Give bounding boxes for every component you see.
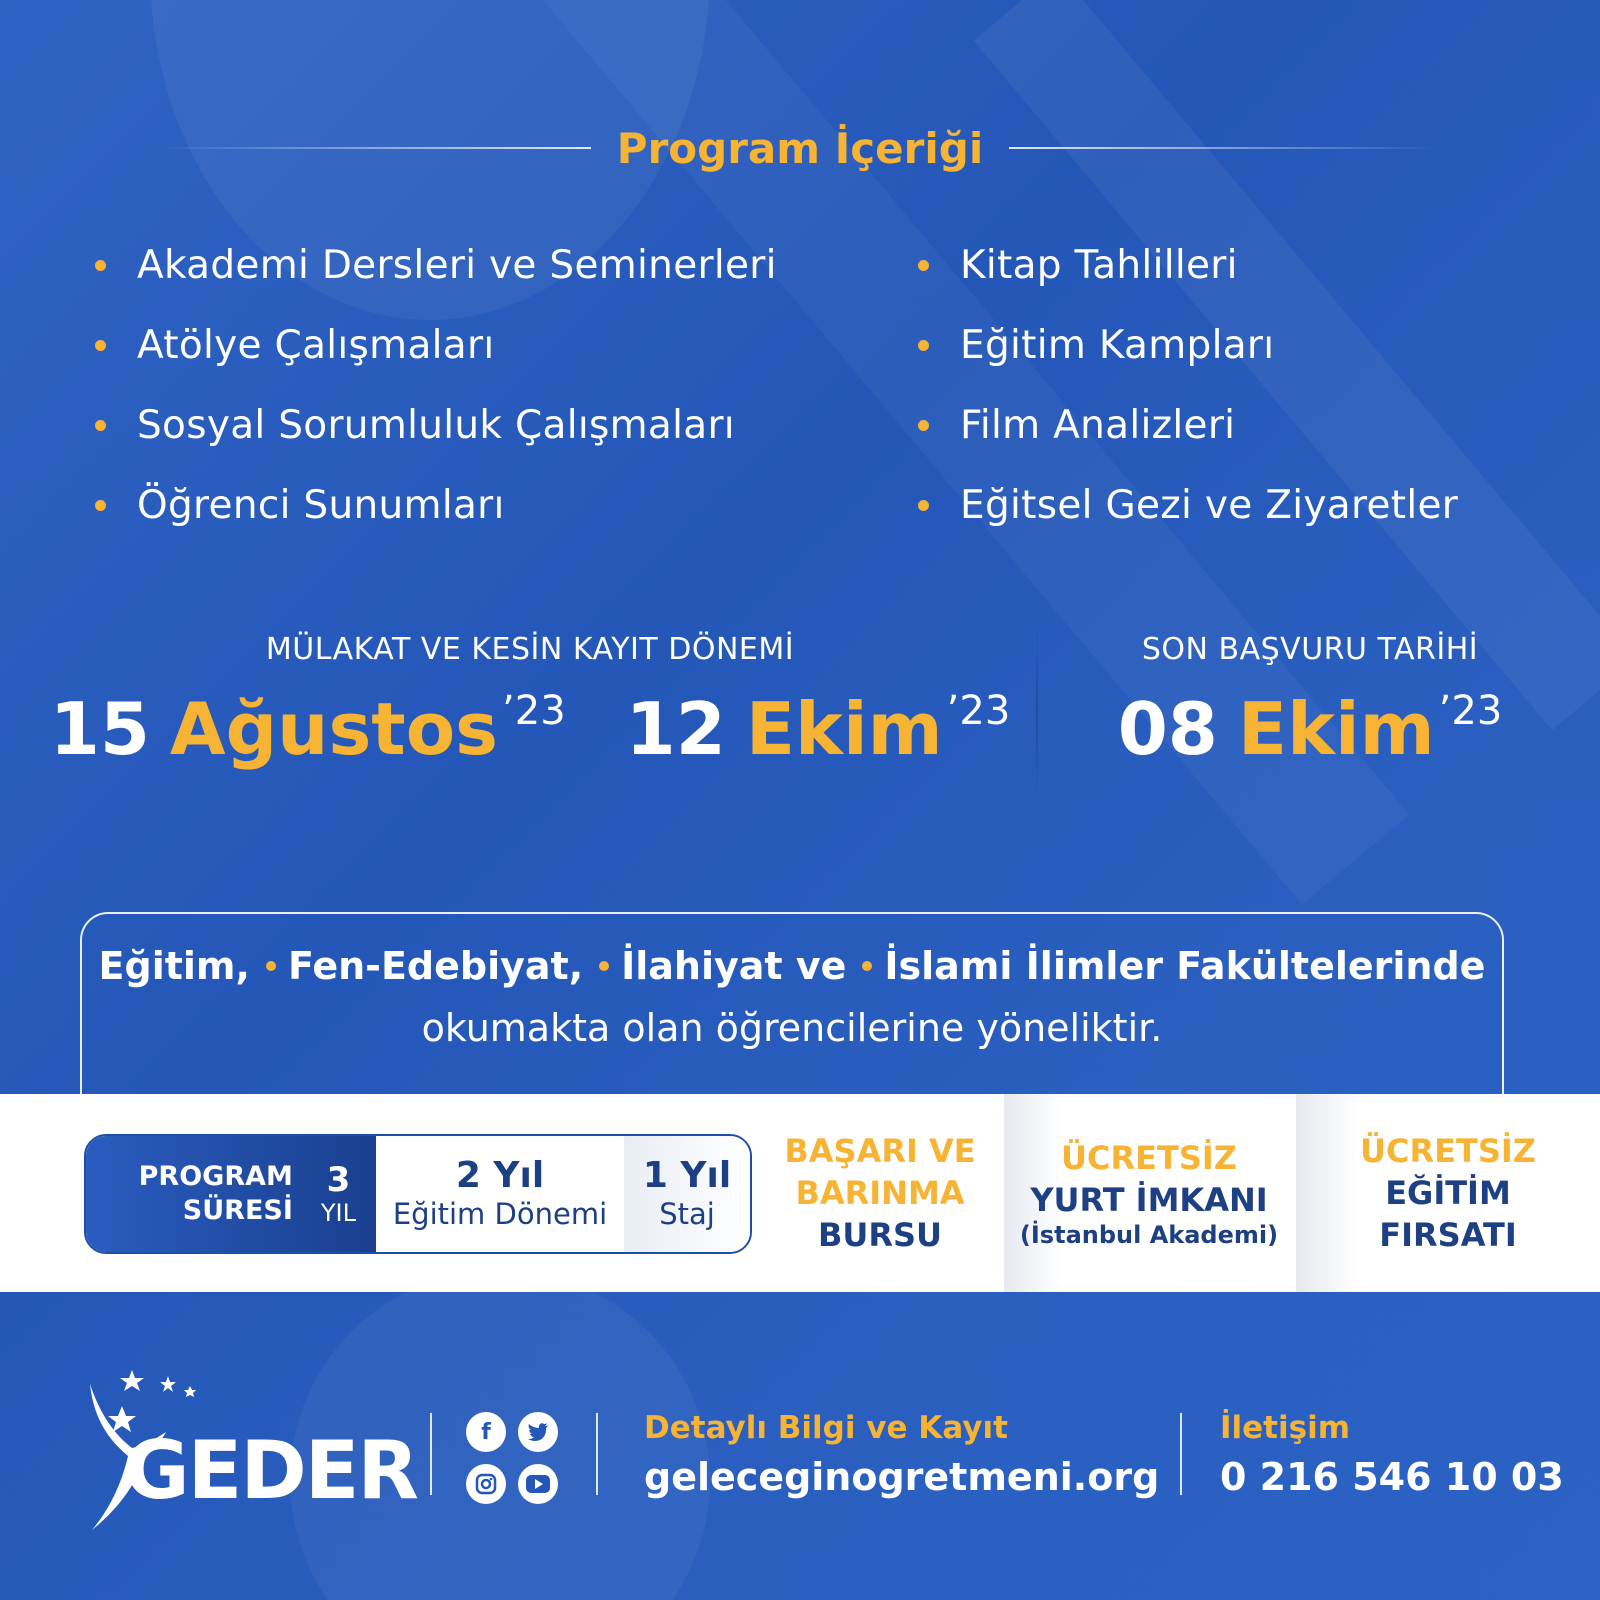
list-item-label: Akademi Dersleri ve Seminerleri bbox=[137, 242, 777, 288]
list-item-label: Öğrenci Sunumları bbox=[137, 482, 505, 528]
list-item bbox=[918, 305, 1458, 385]
start-year: ’23 bbox=[502, 688, 566, 734]
list-item bbox=[95, 225, 777, 305]
education-period bbox=[376, 1136, 624, 1252]
bullet-icon bbox=[95, 260, 106, 271]
instagram-icon[interactable] bbox=[466, 1464, 506, 1504]
education-label: Eğitim Dönemi bbox=[392, 1197, 608, 1231]
duration-header bbox=[86, 1136, 376, 1252]
features-band bbox=[0, 1094, 1600, 1292]
duration-label-line: SÜRESİ bbox=[182, 1195, 293, 1226]
end-day: 12 bbox=[625, 687, 726, 771]
list-item bbox=[95, 385, 777, 465]
bullet-icon bbox=[862, 961, 872, 971]
faculty-item: Eğitim, bbox=[98, 944, 250, 988]
internship-label: Staj bbox=[659, 1197, 715, 1231]
registration-label: Detaylı Bilgi ve Kayıt bbox=[644, 1410, 1008, 1446]
bullet-icon bbox=[266, 961, 276, 971]
phone-number[interactable]: 0 216 546 10 03 bbox=[1220, 1455, 1564, 1499]
bullet-icon bbox=[918, 500, 929, 511]
list-item-label: Eğitsel Gezi ve Ziyaretler bbox=[960, 482, 1459, 528]
free-education-perk bbox=[1296, 1094, 1600, 1292]
interview-label: MÜLAKAT VE KESİN KAYIT DÖNEMİ bbox=[265, 632, 795, 667]
deadline-date bbox=[1090, 689, 1530, 769]
dorm-perk bbox=[1004, 1094, 1294, 1292]
program-duration bbox=[84, 1134, 752, 1254]
bullet-icon bbox=[95, 420, 106, 431]
list-item bbox=[918, 465, 1458, 545]
title-divider-left bbox=[160, 147, 591, 149]
deadline-day: 08 bbox=[1117, 687, 1218, 771]
date-divider bbox=[1036, 620, 1038, 800]
start-month: Ağustos bbox=[169, 687, 499, 771]
perk-highlight: ÜCRETSİZ bbox=[1360, 1132, 1536, 1170]
bullet-icon bbox=[95, 500, 106, 511]
perk-note: (İstanbul Akademi) bbox=[1019, 1221, 1279, 1249]
list-item bbox=[95, 465, 777, 545]
education-years: 2 Yıl bbox=[455, 1155, 545, 1196]
perk-highlight: BAŞARI VE bbox=[784, 1132, 976, 1170]
interview-dates bbox=[49, 687, 1011, 771]
deadline bbox=[1090, 632, 1530, 769]
perk-label: FIRSATI bbox=[1379, 1216, 1517, 1254]
registration-info bbox=[644, 1408, 1159, 1502]
page-title: Program İçeriği bbox=[616, 123, 984, 173]
list-item-label: Kitap Tahlilleri bbox=[960, 242, 1238, 288]
bullet-icon bbox=[95, 340, 106, 351]
bullet-icon bbox=[599, 961, 609, 971]
title-divider-right bbox=[1009, 147, 1440, 149]
logo-text: GEDER bbox=[124, 1424, 417, 1517]
end-month: Ekim bbox=[745, 687, 943, 771]
facebook-icon[interactable]: f bbox=[466, 1412, 506, 1452]
list-item-label: Film Analizleri bbox=[960, 402, 1236, 448]
list-item-label: Atölye Çalışmaları bbox=[137, 322, 495, 368]
faculty-item: İslami İlimler Fakültelerinde bbox=[884, 944, 1486, 988]
end-year: ’23 bbox=[946, 688, 1011, 734]
list-item bbox=[918, 385, 1458, 465]
duration-total-number: 3 bbox=[326, 1160, 351, 1200]
youtube-icon[interactable] bbox=[518, 1464, 558, 1504]
duration-total-unit: YIL bbox=[320, 1199, 356, 1227]
program-list-right bbox=[918, 225, 1458, 545]
bullet-icon bbox=[918, 340, 929, 351]
perk-highlight: ÜCRETSİZ bbox=[1061, 1139, 1237, 1177]
perk-label: YURT İMKANI bbox=[1030, 1181, 1268, 1219]
list-item-label: Eğitim Kampları bbox=[960, 322, 1275, 368]
faculty-item: İlahiyat ve bbox=[621, 944, 847, 988]
list-item bbox=[95, 305, 777, 385]
contact-info bbox=[1220, 1408, 1564, 1502]
deadline-label: SON BAŞVURU TARİHİ bbox=[1141, 632, 1479, 667]
internship-years: 1 Yıl bbox=[642, 1155, 732, 1196]
faculty-item: Fen-Edebiyat, bbox=[287, 944, 584, 988]
program-list-left bbox=[95, 225, 777, 545]
duration-label-line: PROGRAM bbox=[138, 1161, 293, 1192]
social-links bbox=[466, 1412, 562, 1506]
contact-label: İletişim bbox=[1220, 1410, 1351, 1446]
footer-divider bbox=[596, 1413, 598, 1495]
duration-label bbox=[139, 1160, 293, 1228]
geder-logo bbox=[84, 1364, 417, 1534]
interview-period bbox=[49, 632, 1011, 771]
deadline-year: ’23 bbox=[1438, 688, 1503, 734]
section-title-row bbox=[160, 118, 1440, 178]
faculty-list bbox=[82, 944, 1502, 988]
bullet-icon bbox=[918, 260, 929, 271]
eligibility-box bbox=[80, 912, 1504, 1122]
perk-label: BURSU bbox=[817, 1216, 943, 1254]
footer-divider bbox=[1180, 1413, 1182, 1495]
start-day: 15 bbox=[49, 687, 150, 771]
deadline-month: Ekim bbox=[1237, 687, 1435, 771]
footer-divider bbox=[430, 1413, 432, 1495]
website-link[interactable]: geleceginogretmeni.org bbox=[644, 1455, 1160, 1499]
bullet-icon bbox=[918, 420, 929, 431]
list-item bbox=[918, 225, 1458, 305]
audience-text: okumakta olan öğrencilerine yöneliktir. bbox=[421, 1006, 1163, 1050]
duration-total bbox=[321, 1161, 356, 1227]
twitter-icon[interactable] bbox=[518, 1412, 558, 1452]
scholarship-perk bbox=[760, 1094, 1000, 1292]
perk-label: EĞİTİM bbox=[1385, 1174, 1511, 1212]
list-item-label: Sosyal Sorumluluk Çalışmaları bbox=[137, 402, 735, 448]
internship-period bbox=[624, 1136, 750, 1252]
perk-highlight: BARINMA bbox=[795, 1174, 965, 1212]
